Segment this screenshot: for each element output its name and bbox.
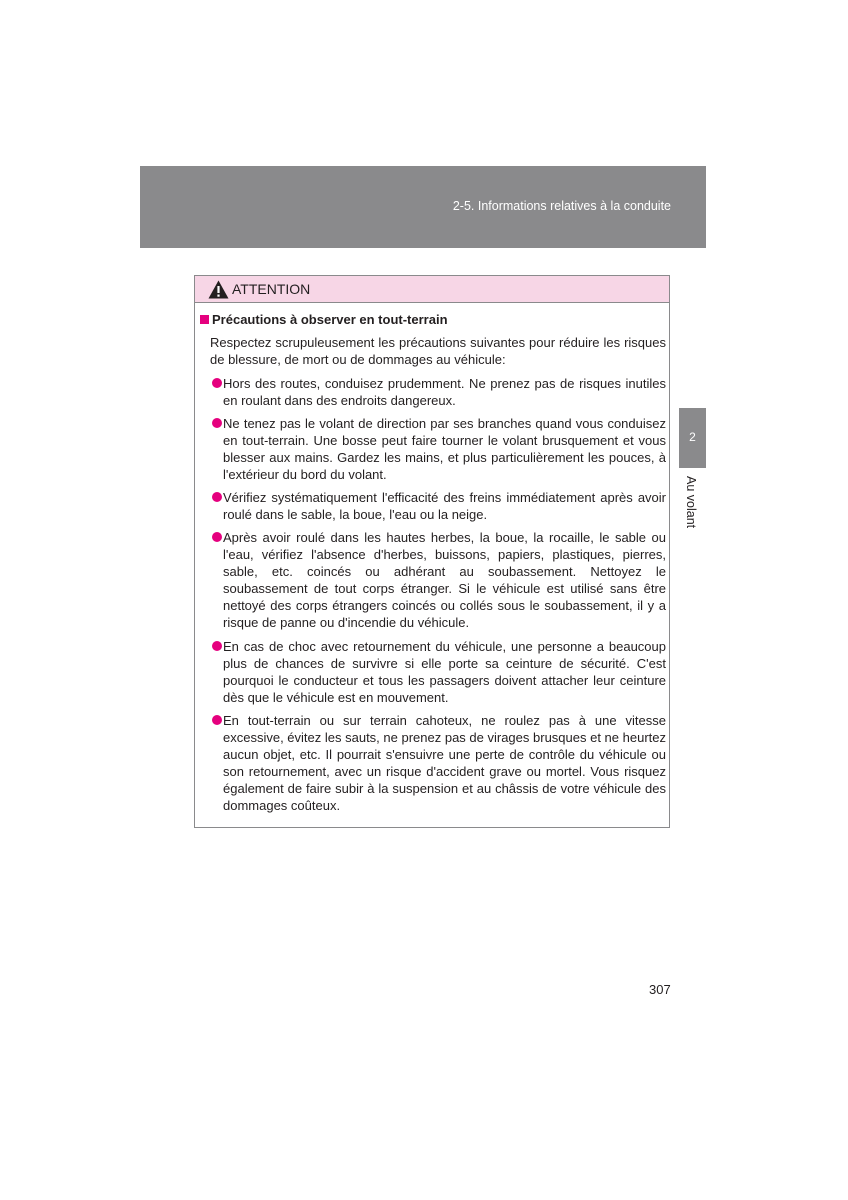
square-bullet-icon [200, 315, 209, 324]
section-heading [200, 312, 448, 327]
intro-paragraph: Respectez scrupuleusement les précautions suivantes pour réduire les risques de blessure, de mort ou de dommages au véhicule: [210, 335, 666, 367]
bullet-dot-icon [212, 492, 222, 502]
bullet-dot-icon [212, 532, 222, 542]
list-item [209, 415, 666, 483]
list-item [209, 375, 666, 409]
warning-title: ATTENTION [232, 281, 311, 297]
list-item-text: Hors des routes, conduisez prudemment. Ne prenez pas de risques inutiles en roulant dans des endroits dangereux. [223, 376, 666, 408]
list-item-text: Ne tenez pas le volant de direction par ses branches quand vous conduisez en tout-terrain. Une bosse peut faire tourner le volant brusquement et vous blesser aux mains. Gardez les mains, et plus particulièrement les pouces, à l'extérieur du bord du volant. [223, 416, 666, 482]
section-title: 2-5. Informations relatives à la conduite [452, 199, 671, 213]
list-item [209, 712, 666, 814]
section-heading-text: Précautions à observer en tout-terrain [212, 312, 448, 327]
warning-triangle-icon [208, 280, 229, 299]
bullet-dot-icon [212, 378, 222, 388]
page-number: 307 [649, 982, 671, 997]
bullet-dot-icon [212, 641, 222, 651]
bullet-dot-icon [212, 715, 222, 725]
list-item [209, 489, 666, 523]
list-item-text: Après avoir roulé dans les hautes herbes, la boue, la rocaille, le sable ou l'eau, vérifiez l'absence d'herbes, buissons, papiers, plastiques, pierres, sable, etc. coincés ou adhérant au soubassement. Nettoyez le soubassement de tout corps étranger. Si le véhicule est utilisé sans être nettoyé des corps étrangers coincés ou collés sous le soubassement, il y a risque de panne ou d'incendie du véhicule. [223, 530, 666, 630]
chapter-label: Au volant [684, 476, 698, 529]
list-item [209, 638, 666, 706]
list-item-text: En cas de choc avec retournement du véhicule, une personne a beaucoup plus de chances de survivre si elle porte sa ceinture de sécurité. C'est pourquoi le conducteur et tous les passagers doivent attacher leur ceinture dès que le véhicule est en mouvement. [223, 639, 666, 705]
chapter-number: 2 [689, 430, 696, 444]
list-item [209, 529, 666, 631]
warning-box [194, 275, 670, 828]
warning-header [195, 276, 669, 303]
page-header-band [140, 166, 706, 248]
list-item-text: En tout-terrain ou sur terrain cahoteux, ne roulez pas à une vitesse excessive, évitez les sauts, ne prenez pas de virages brusques et ne heurtez aucun objet, etc. Il pourrait s'ensuivre une perte de contrôle du véhicule ou son retournement, avec un risque d'accident grave ou mortel. Vous risquez également de faire subir à la suspension et au châssis de votre véhicule des dommages coûteux. [223, 713, 666, 813]
bullet-dot-icon [212, 418, 222, 428]
chapter-tab [679, 408, 706, 468]
list-item-text: Vérifiez systématiquement l'efficacité des freins immédiatement après avoir roulé dans le sable, la boue, l'eau ou la neige. [223, 490, 666, 522]
